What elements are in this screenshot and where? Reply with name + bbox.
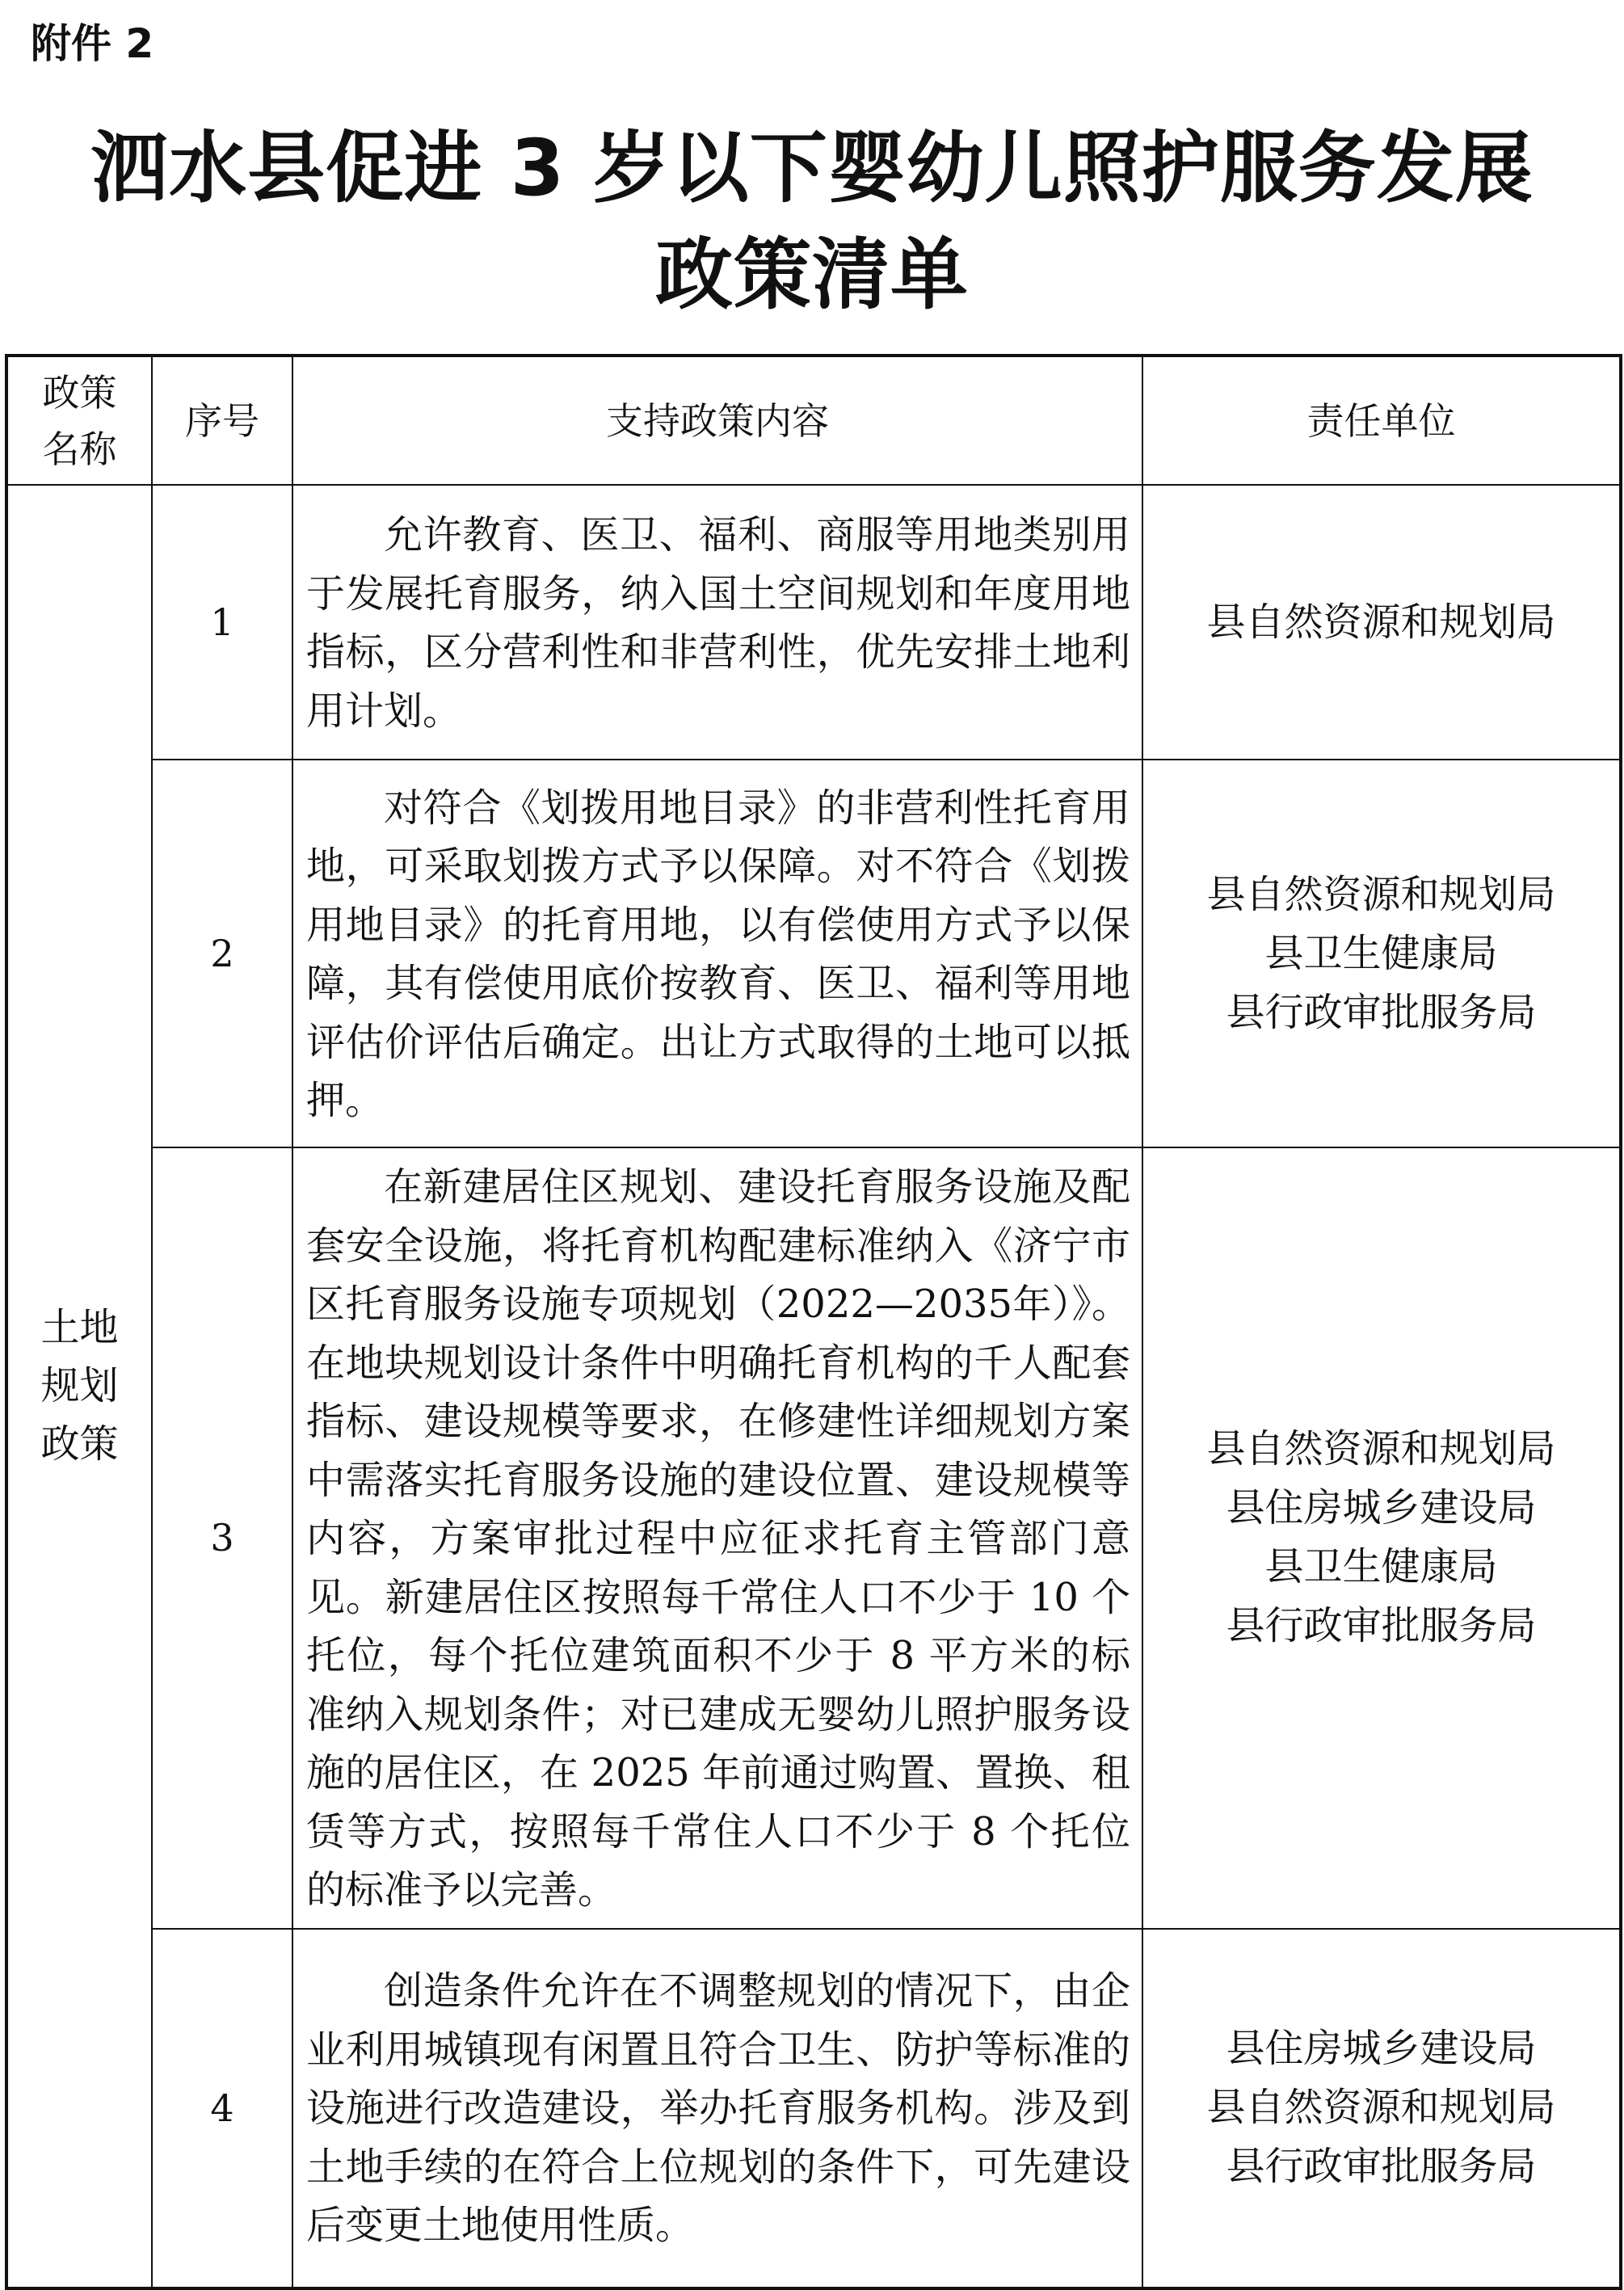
table-row	[6, 1147, 1621, 1929]
unit-name: 县自然资源和规划局	[1206, 1426, 1556, 1472]
unit-name: 县住房城乡建设局	[1226, 2026, 1537, 2071]
row-seq: 4	[152, 1929, 292, 2288]
header-policy-name	[6, 356, 152, 485]
unit-name: 县行政审批服务局	[1226, 2144, 1537, 2189]
row-content: 创造条件允许在不调整规划的情况下，由企业利用城镇现有闲置且符合卫生、防护等标准的设施进行改造建设，举办托育服务机构。涉及到土地手续的在符合上位规划的条件下，可先建设后变更土地使用性质。	[292, 1929, 1142, 2288]
row-units	[1142, 760, 1621, 1147]
table-header-row	[6, 356, 1621, 485]
table-row	[6, 485, 1621, 760]
page-title-line-1: 泗水县促进 3 岁以下婴幼儿照护服务发展	[90, 123, 1534, 213]
row-content: 在新建居住区规划、建设托育服务设施及配套安全设施，将托育机构配建标准纳入《济宁市区托育服务设施专项规划（2022—2035年）》。在地块规划设计条件中明确托育机构的千人配套指标、建设规模等要求，在修建性详细规划方案中需落实托育服务设施的建设位置、建设规模等内容，方案审批过程中应征求托育主管部门意见。新建居住区按照每千常住人口不少于 10 个托位，每个托位建筑面积不少于 8 平方米的标准纳入规划条件；对已建成无婴幼儿照护服务设施的居住区，在 2025 年前通过购置、置换、租赁等方式，按照每千常住人口不少于 8 个托位的标准予以完善。	[292, 1147, 1142, 1929]
table-row	[6, 1929, 1621, 2288]
row-units	[1142, 1147, 1621, 1929]
header-seq: 序号	[152, 356, 292, 485]
category-line-3: 政策	[40, 1421, 119, 1467]
unit-name: 县住房城乡建设局	[1226, 1485, 1537, 1531]
unit-name: 县自然资源和规划局	[1206, 871, 1556, 917]
unit-name: 县卫生健康局	[1264, 1544, 1498, 1590]
page-title-line-2: 政策清单	[655, 229, 969, 320]
attachment-label: 附件 2	[31, 20, 154, 67]
row-seq: 1	[152, 485, 292, 760]
category-line-2: 规划	[40, 1363, 119, 1409]
row-units	[1142, 485, 1621, 760]
row-content: 允许教育、医卫、福利、商服等用地类别用于发展托育服务，纳入国土空间规划和年度用地指标，区分营利性和非营利性，优先安排土地利用计划。	[292, 485, 1142, 760]
unit-name: 县行政审批服务局	[1226, 1603, 1537, 1649]
header-unit: 责任单位	[1142, 356, 1621, 485]
policy-table	[5, 354, 1622, 2290]
unit-name: 县行政审批服务局	[1226, 989, 1537, 1035]
table-row	[6, 760, 1621, 1147]
unit-name: 县自然资源和规划局	[1206, 599, 1556, 645]
row-seq: 3	[152, 1147, 292, 1929]
row-content: 对符合《划拨用地目录》的非营利性托育用地，可采取划拨方式予以保障。对不符合《划拨用地目录》的托育用地，以有偿使用方式予以保障，其有偿使用底价按教育、医卫、福利等用地评估价评估后确定。出让方式取得的土地可以抵押。	[292, 760, 1142, 1147]
row-units	[1142, 1929, 1621, 2288]
category-cell	[6, 485, 152, 2288]
header-policy-name-line-2: 名称	[42, 427, 117, 471]
header-content: 支持政策内容	[292, 356, 1142, 485]
row-seq: 2	[152, 760, 292, 1147]
unit-name: 县自然资源和规划局	[1206, 2085, 1556, 2130]
category-line-1: 土地	[40, 1305, 119, 1351]
unit-name: 县卫生健康局	[1264, 930, 1498, 976]
header-policy-name-line-1: 政策	[42, 370, 117, 415]
